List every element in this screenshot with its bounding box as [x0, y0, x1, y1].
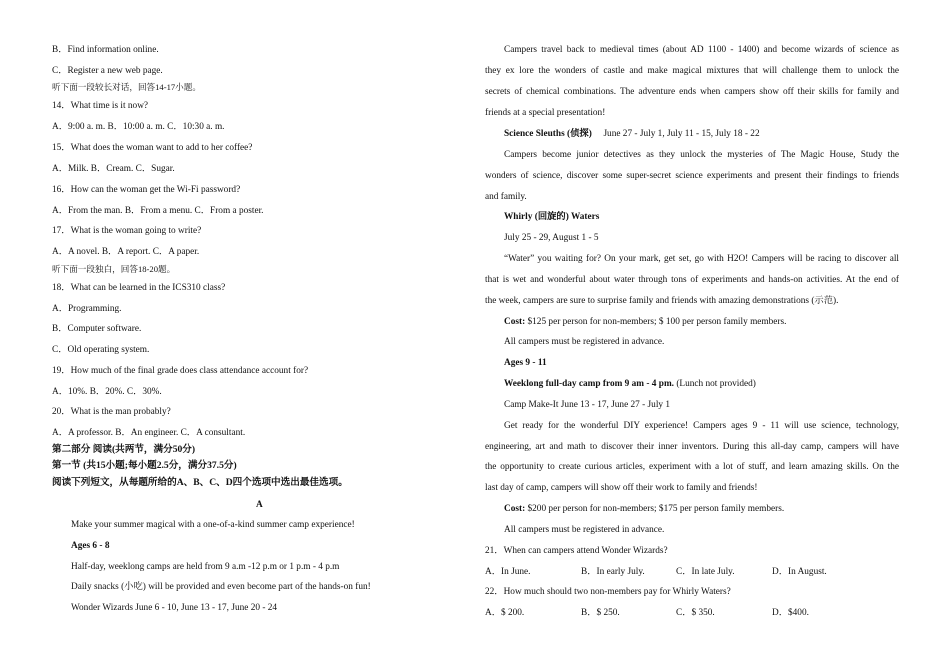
question-19: 19．How much of the final grade does class attendance account for? — [52, 366, 309, 376]
whirly-waters-dates: July 25 - 29, August 1 - 5 — [504, 233, 599, 243]
wonder-wizards-line-4: friends at a special presentation! — [485, 108, 606, 118]
camp-make-it-dates: Camp Make-It June 13 - 17, June 27 - July 1 — [504, 400, 671, 410]
question-15-options: A．Milk. B．Cream. C．Sugar. — [52, 164, 175, 174]
passage-a-title: A — [256, 500, 263, 510]
cost-line-ages-6-8 — [485, 316, 918, 328]
cost-value-2: $200 per person for non-members; $175 per person family members. — [525, 504, 785, 514]
question-19-options: A．10%. B．20%. C．30%. — [52, 387, 162, 397]
wonder-wizards-dates: Wonder Wizards June 6 - 10, June 13 - 17, June 20 - 24 — [71, 603, 278, 613]
science-sleuths-line-2: wonders of science, discover some super-secret science experiments and present their findings to friends — [485, 171, 899, 181]
ages-6-8-heading: Ages 6 - 8 — [71, 541, 110, 551]
question-16: 16．How can the woman get the Wi-Fi password? — [52, 185, 241, 195]
q21-option-d: D．In August. — [772, 567, 827, 577]
cost-line-ages-9-11 — [485, 503, 918, 515]
science-sleuths-line-3: and family. — [485, 192, 527, 202]
listening-instruction-14-17: 听下面一段较长对话，回答14-17小题。 — [52, 82, 201, 92]
whirly-waters-line-3: the week, campers are sure to surprise family and friends with amazing demonstrations (示范). — [485, 296, 839, 306]
camp-make-it-line-1: Get ready for the wonderful DIY experience! Campers ages 9 - 11 will use science, technology, — [504, 421, 899, 431]
camp-make-it-line-4: last day of camp, campers will show off their work to family and friends! — [485, 483, 758, 493]
question-17-options: A．A novel. B．A report. C．A paper. — [52, 247, 200, 257]
half-day-camp-info: Half-day, weeklong camps are held from 9 a.m -12 p.m or 1 p.m - 4 p.m — [71, 562, 340, 572]
cost-value: $125 per person for non-members; $ 100 per person family members. — [525, 317, 787, 327]
whirly-waters-title: Whirly (回旋的) Waters — [504, 212, 600, 222]
full-day-camp-line — [485, 378, 918, 390]
science-sleuths-dates: June 27 - July 1, July 11 - 15, July 18 - 22 — [603, 129, 760, 139]
question-20: 20．What is the man probably? — [52, 407, 171, 417]
q22-option-a: A．$ 200. — [485, 608, 525, 618]
science-sleuths-line-1: Campers become junior detectives as they unlock the mysteries of The Magic House, Study the — [504, 150, 899, 160]
question-22: 22．How much should two non-members pay for Whirly Waters? — [485, 587, 731, 597]
question-21: 21．When can campers attend Wonder Wizards? — [485, 546, 668, 556]
q22-option-b: B．$ 250. — [581, 608, 620, 618]
option-c-register: C．Register a new web page. — [52, 66, 163, 76]
question-18-option-a: A．Programming. — [52, 304, 122, 314]
whirly-waters-line-2: that is wet and wonderful about water through tons of experiments and hands-on activities. At the end of — [485, 275, 899, 285]
cost-label: Cost: — [504, 317, 526, 327]
question-15: 15．What does the woman want to add to her coffee? — [52, 143, 253, 153]
lunch-note: (Lunch not provided) — [674, 379, 756, 389]
cost-label-2: Cost: — [504, 504, 526, 514]
option-b-find-info: B．Find information online. — [52, 45, 159, 55]
question-20-options: A．A professor. B．An engineer. C．A consultant. — [52, 428, 246, 438]
daily-snacks-info: Daily snacks (小吃) will be provided and even become part of the hands-on fun! — [71, 582, 371, 592]
wonder-wizards-line-2: they ex lore the wonders of castle and make magical mixtures that will challenge them to unlock the — [485, 66, 899, 76]
q22-option-c: C．$ 350. — [676, 608, 715, 618]
question-18: 18．What can be learned in the ICS310 class? — [52, 283, 226, 293]
q21-option-a: A．In June. — [485, 567, 531, 577]
question-17: 17．What is the woman going to write? — [52, 226, 202, 236]
part-two-heading: 第二部分 阅读(共两节，满分50分) — [52, 444, 196, 455]
q22-option-d: D．$400. — [772, 608, 809, 618]
q21-option-b: B．In early July. — [581, 567, 645, 577]
q21-option-c: C．In late July. — [676, 567, 735, 577]
ages-9-11-heading: Ages 9 - 11 — [504, 358, 547, 368]
question-14: 14．What time is it now? — [52, 101, 149, 111]
passage-intro: Make your summer magical with a one-of-a-kind summer camp experience! — [71, 520, 355, 530]
wonder-wizards-line-1: Campers travel back to medieval times (about AD 1100 - 1400) and become wizards of science as — [504, 45, 899, 55]
whirly-waters-line-1: “Water” you waiting for? On your mark, get set, go with H2O! Campers will be racing to discover all — [504, 254, 899, 264]
wonder-wizards-line-3: secrets of chemical combinations. The adventure ends when campers show off their skills for family and — [485, 87, 899, 97]
section-one-heading: 第一节 (共15小题;每小题2.5分，满分37.5分) — [52, 460, 237, 471]
camp-make-it-line-2: engineering, art and math to discover their inner inventors. During this all-day camp, campers will have — [485, 442, 899, 452]
camp-make-it-line-3: the opportunity to create curious articles, experiment with a lot of stuff, and learn amazing skills. On the — [485, 462, 899, 472]
reading-instruction: 阅读下列短文，从每题所给的A、B、C、D四个选项中选出最佳选项。 — [52, 477, 348, 488]
science-sleuths-heading — [485, 128, 918, 140]
full-day-camp-hours: Weeklong full-day camp from 9 am - 4 pm. — [504, 379, 675, 389]
question-14-options: A．9:00 a. m. B．10:00 a. m. C．10:30 a. m. — [52, 122, 225, 132]
science-sleuths-title: Science Sleuths (侦探) — [504, 129, 592, 139]
question-18-option-c: C．Old operating system. — [52, 345, 150, 355]
question-16-options: A．From the man. B．From a menu. C．From a poster. — [52, 206, 264, 216]
registration-note-2: All campers must be registered in advance. — [504, 525, 665, 535]
listening-instruction-18-20: 听下面一段独白，回答18-20题。 — [52, 264, 176, 274]
question-18-option-b: B．Computer software. — [52, 324, 142, 334]
registration-note-1: All campers must be registered in advance. — [504, 337, 665, 347]
